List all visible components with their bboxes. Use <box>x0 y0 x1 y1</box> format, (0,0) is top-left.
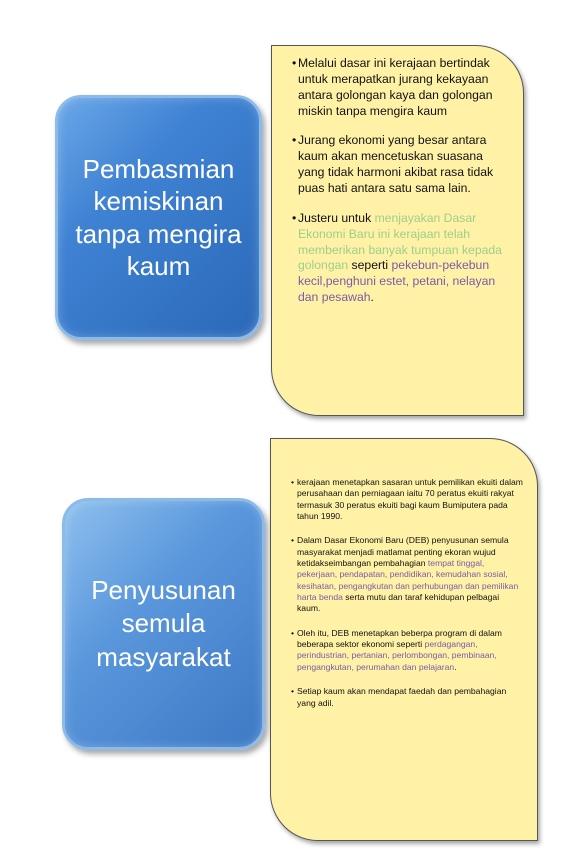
section-1-title: Pembasmian kemiskinan tanpa mengira kaum <box>75 154 242 281</box>
bullet-text: Jurang ekonomi yang besar antara kaum akan mencetuskan suasana yang tidak harmoni akibat rasa tidak puas hati antara satu sama lain. <box>298 133 494 196</box>
bullet-text: seperti <box>348 258 392 273</box>
highlight-text: pekebun-pekebun kecil,penghuni estet, petani, nelayan dan pesawah <box>298 258 496 305</box>
bullet-text: Setiap kaum akan mendapat faedah dan pembahagian yang adil. <box>297 686 507 708</box>
bullet-text: Dalam Dasar Ekonomi Baru (DEB) penyusunan semula masyarakat menjadi matlamat penting ekoran wujud ketidakseimbangan pembahagian <box>297 535 509 569</box>
bullet-text: kerajaan menetapkan sasaran untuk pemilikan ekuiti dalam perusahaan dan perniagaan iaitu 70 peratus ekuiti rakyat termasuk 30 peratus ekuiti bagi kaum Bumiputera pada tahun 1990. <box>297 477 523 522</box>
section-2-details-box <box>270 438 538 841</box>
bullet-text: serta mutu dan taraf kehidupan pelbagai kaum. <box>297 592 500 614</box>
section-2-title-box <box>62 498 265 750</box>
bullet-text: Melalui dasar ini kerajaan bertindak untuk merapatkan jurang kekayaan antara golongan kaya dan golongan miskin tanpa mengira kaum <box>298 56 493 118</box>
section-2-bullet-2: • Dalam Dasar Ekonomi Baru (DEB) penyusunan semula masyarakat menjadi matlamat penting ekoran wujud ketidakseimbangan pembahagian tempat tinggal, pekerjaan, pendapatan, pendidikan, kemudahan sosial, kesihatan, pengangkutan dan perhubungan dan pemilikan harta benda serta mutu dan taraf kehidupan pelbagai kaum. <box>291 535 519 614</box>
section-1-bullet-1: • Melalui dasar ini kerajaan bertindak untuk merapatkan jurang kekayaan antara golongan kaya dan golongan miskin tanpa mengira kaum <box>292 56 493 118</box>
bullet-text: Oleh itu, DEB menetapkan beberpa program di dalam beberapa sektor ekonomi seperti <box>297 627 502 650</box>
section-2-bullet-1: • kerajaan menetapkan sasaran untuk pemilikan ekuiti dalam perusahaan dan perniagaan iaitu 70 peratus ekuiti rakyat termasuk 30 peratus ekuiti bagi kaum Bumiputera pada tahun 1990. <box>291 477 523 522</box>
highlight-text: menjayakan Dasar Ekonomi Baru ini kerajaan telah memberikan banyak tumpuan kepada golongan <box>298 210 502 273</box>
section-2-title: Penyusunan semula masyarakat <box>91 575 236 672</box>
section-1-title-box <box>55 95 262 340</box>
section-2-bullet-3: • Oleh itu, DEB menetapkan beberpa program di dalam beberapa sektor ekonomi seperti perdagangan, perindustrian, pertanian, perlombongan, pembinaan, pengangkutan, perumahan dan pelajaran. <box>291 627 502 672</box>
section-2-bullet-4: • Setiap kaum akan mendapat faedah dan pembahagian yang adil. <box>291 686 507 708</box>
highlight-text: tempat tinggal, pekerjaan, pendapatan, pendidikan, kemudahan sosial, kesihatan, pengangkutan dan perhubungan dan pemilikan harta benda <box>297 558 519 603</box>
bullet-text: . <box>370 290 374 305</box>
highlight-text: perdagangan, perindustrian, pertanian, perlombongan, pembinaan, pengangkutan, perumahan dan pelajaran <box>297 639 497 672</box>
section-1-details-box <box>271 45 524 416</box>
section-1-bullet-3: • Justeru untuk menjayakan Dasar Ekonomi Baru ini kerajaan telah memberikan banyak tumpuan kepada golongan seperti pekebun-pekebun kecil,penghuni estet, petani, nelayan dan pesawah. <box>292 210 502 305</box>
section-1-bullet-2: • Jurang ekonomi yang besar antara kaum akan mencetuskan suasana yang tidak harmoni akibat rasa tidak puas hati antara satu sama lain. <box>292 133 494 196</box>
bullet-text: . <box>454 661 457 672</box>
bullet-text: Justeru untuk <box>298 210 375 225</box>
